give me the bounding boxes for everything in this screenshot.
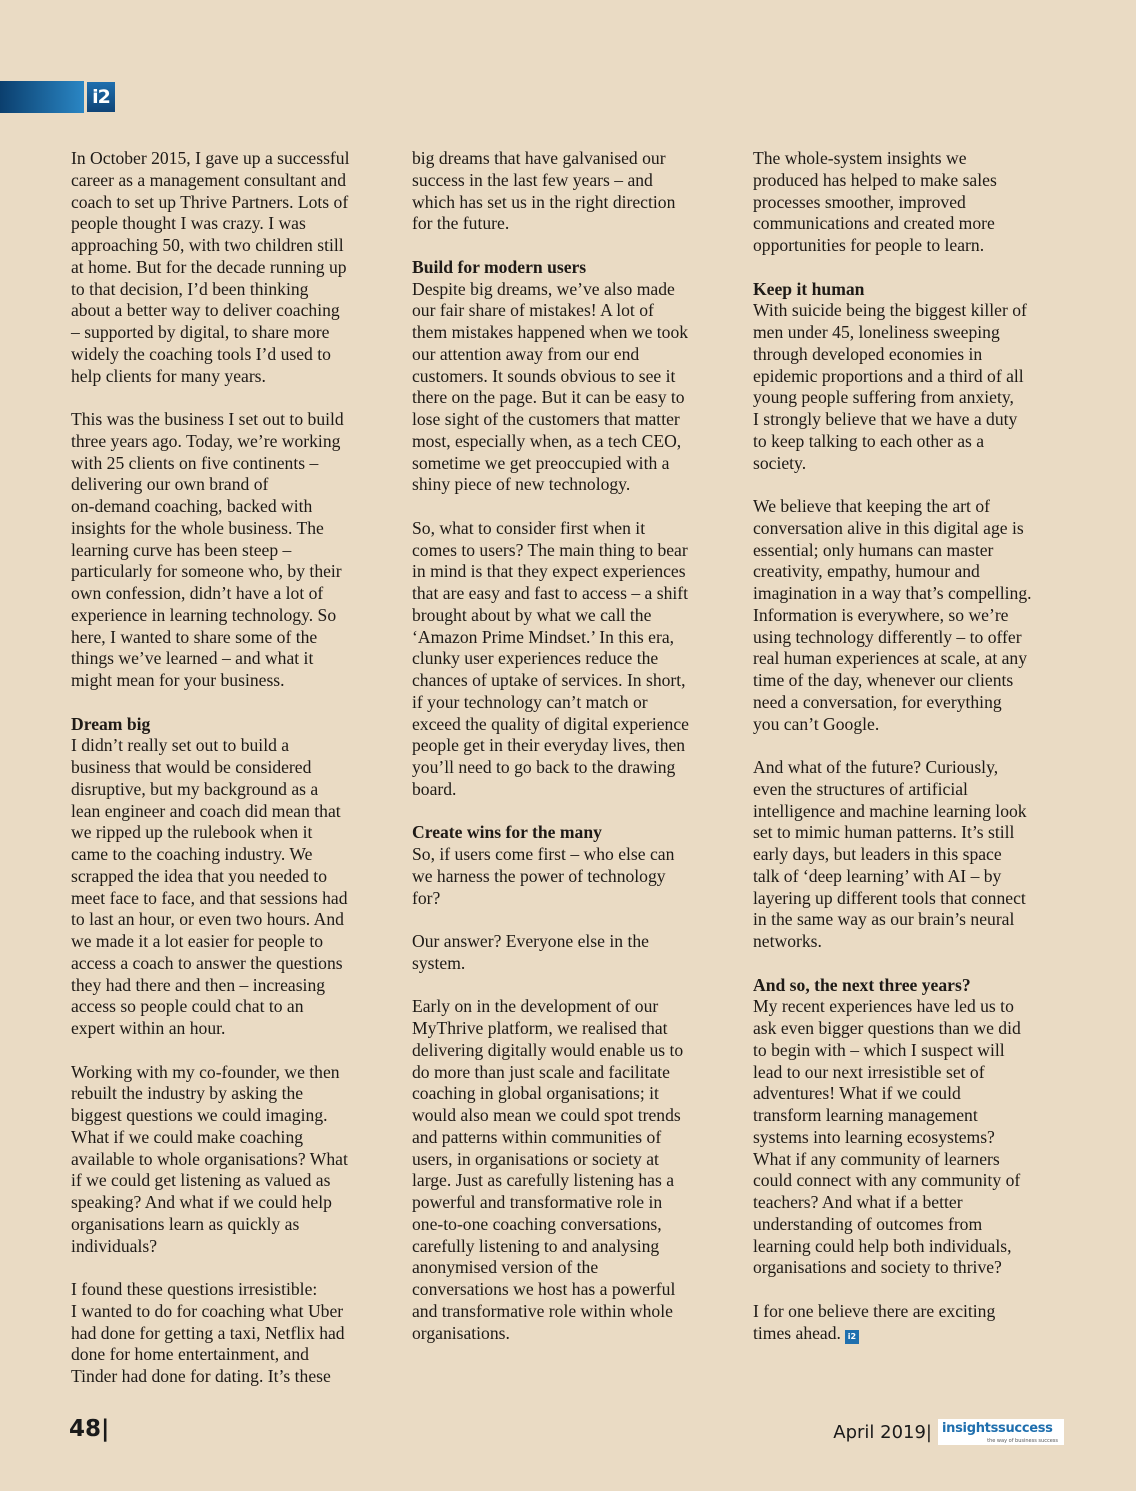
end-mark-icon: i2	[845, 1330, 859, 1344]
header-accent-bar	[0, 81, 84, 113]
paragraph: I found these questions irresistible: I wanted to do for coaching what Uber had done for getting a taxi, Netflix had done for home entertainment, and Tinder had done for dating. It’s these	[71, 1279, 345, 1386]
brand-name: insightssuccess	[942, 1421, 1053, 1436]
paragraph: big dreams that have galvanised our success in the last few years – and which has set us in the right direction for the future.	[412, 148, 676, 234]
paragraph: The whole-system insights we produced has helped to make sales processes smoother, improved communications and created more opportunities for people to learn.	[753, 148, 997, 255]
section-heading: Build for modern users	[412, 256, 587, 277]
is-logo-icon: i2	[87, 82, 115, 112]
paragraph: I didn’t really set out to build a business that would be considered disruptive, but my background as a lean engineer and coach did mean that we ripped up the rulebook when it came to the coaching industry. We scrapped the idea that you needed to meet face to face, and that sessions had to last an hour, or even two hours. And we made it a lot easier for people to access a coach to answer the questions they had there and then – increasing access so people could chat to an expert within an hour.	[71, 735, 348, 1038]
section-heading: And so, the next three years?	[753, 974, 971, 995]
paragraph: With suicide being the biggest killer of men under 45, loneliness sweeping through developed economies in epidemic proportions and a third of all young people suffering from anxiety, I strongly believe that we have a duty to keep talking to each other as a society.	[753, 300, 1027, 473]
paragraph: My recent experiences have led us to ask even bigger questions than we did to begin with – which I suspect will lead to our next irresistible set of adventures! What if we could transform learning management systems into learning ecosystems? What if any community of learners could connect with any community of teachers? And what if a better understanding of outcomes from learning could help both individuals, organisations and society to thrive?	[753, 996, 1021, 1278]
page-number: 48|	[69, 1416, 110, 1442]
paragraph: We believe that keeping the art of conversation alive in this digital age is essential; only humans can master creativity, empathy, humour and imagination in a way that’s compelling. Information is everywhere, so we’re using technology differently – to offer real human experiences at scale, at any time of the day, whenever our clients need a conversation, for everything you can’t Google.	[753, 496, 1032, 734]
paragraph: This was the business I set out to build three years ago. Today, we’re working with 25 clients on five continents – delivering our own brand of on-demand coaching, backed with insights for the whole business. The learning curve has been steep – particularly for someone who, by their own confession, didn’t have a lot of experience in learning technology. So here, I wanted to share some of the things we’ve learned – and what it might mean for your business.	[71, 409, 344, 690]
article-column-1	[71, 148, 393, 1410]
paragraph: Our answer? Everyone else in the system.	[412, 931, 649, 973]
paragraph: So, if users come first – who else can we harness the power of technology for?	[412, 844, 675, 908]
paragraph: So, what to consider first when it comes to users? The main thing to bear in mind is that they expect experiences that are easy and fast to access – a shift brought about by what we call the ‘Amazon Prime Mindset.’ In this era, clunky user experiences reduce the chances of uptake of services. In short, if your technology can’t match or exceed the quality of digital experience people get in their everyday lives, then you’ll need to go back to the drawing board.	[412, 517, 689, 799]
issue-date: April 2019|	[833, 1421, 932, 1443]
footer-right	[833, 1419, 1064, 1445]
paragraph: Early on in the development of our MyThrive platform, we realised that delivering digitally would enable us to do more than just scale and facilitate coaching in global organisations; it would also mean we could spot trends and patterns within communities of users, in organisations or society at large. Just as carefully listening has a powerful and transformative role in one-to-one coaching conversations, carefully listening to and analysing anonymised version of the conversations we host has a powerful and transformative role within whole organisations.	[412, 996, 684, 1343]
paragraph: And what of the future? Curiously, even the structures of artificial intelligence and machine learning look set to mimic human patterns. It’s still early days, but leaders in this space talk of ‘deep learning’ with AI – by layering up different tools that connect in the same way as our brain’s neural networks.	[753, 757, 1027, 951]
article-column-2	[412, 148, 734, 1366]
article-column-3	[753, 148, 1075, 1366]
section-heading: Keep it human	[753, 278, 865, 299]
paragraph-text: I for one believe there are exciting times ahead.	[753, 1300, 996, 1343]
section-heading: Dream big	[71, 713, 151, 734]
paragraph: In October 2015, I gave up a successful career as a management consultant and coach to set up Thrive Partners. Lots of people thought I was crazy. I was approaching 50, with two children still at home. But for the decade running up to that decision, I’d been thinking about a better way to deliver coaching – supported by digital, to share more widely the coaching tools I’d used to help clients for many years.	[71, 148, 350, 386]
paragraph: Working with my co-founder, we then rebuilt the industry by asking the biggest questions we could imaging. What if we could make coaching available to whole organisations? What if we could get listening as valued as speaking? And what if we could help organisations learn as quickly as individuals?	[71, 1061, 348, 1256]
paragraph	[753, 1301, 1075, 1345]
section-heading: Create wins for the many	[412, 822, 602, 843]
brand-tagline: the way of business success	[987, 1438, 1058, 1444]
paragraph: Despite big dreams, we’ve also made our fair share of mistakes! A lot of them mistakes happened when we took our attention away from our end customers. It sounds obvious to see it there on the page. But it can be easy to lose sight of the customers that matter most, especially when, as a tech CEO, sometime we get preoccupied with a shiny piece of new technology.	[412, 278, 689, 495]
insights-success-logo	[938, 1419, 1064, 1445]
